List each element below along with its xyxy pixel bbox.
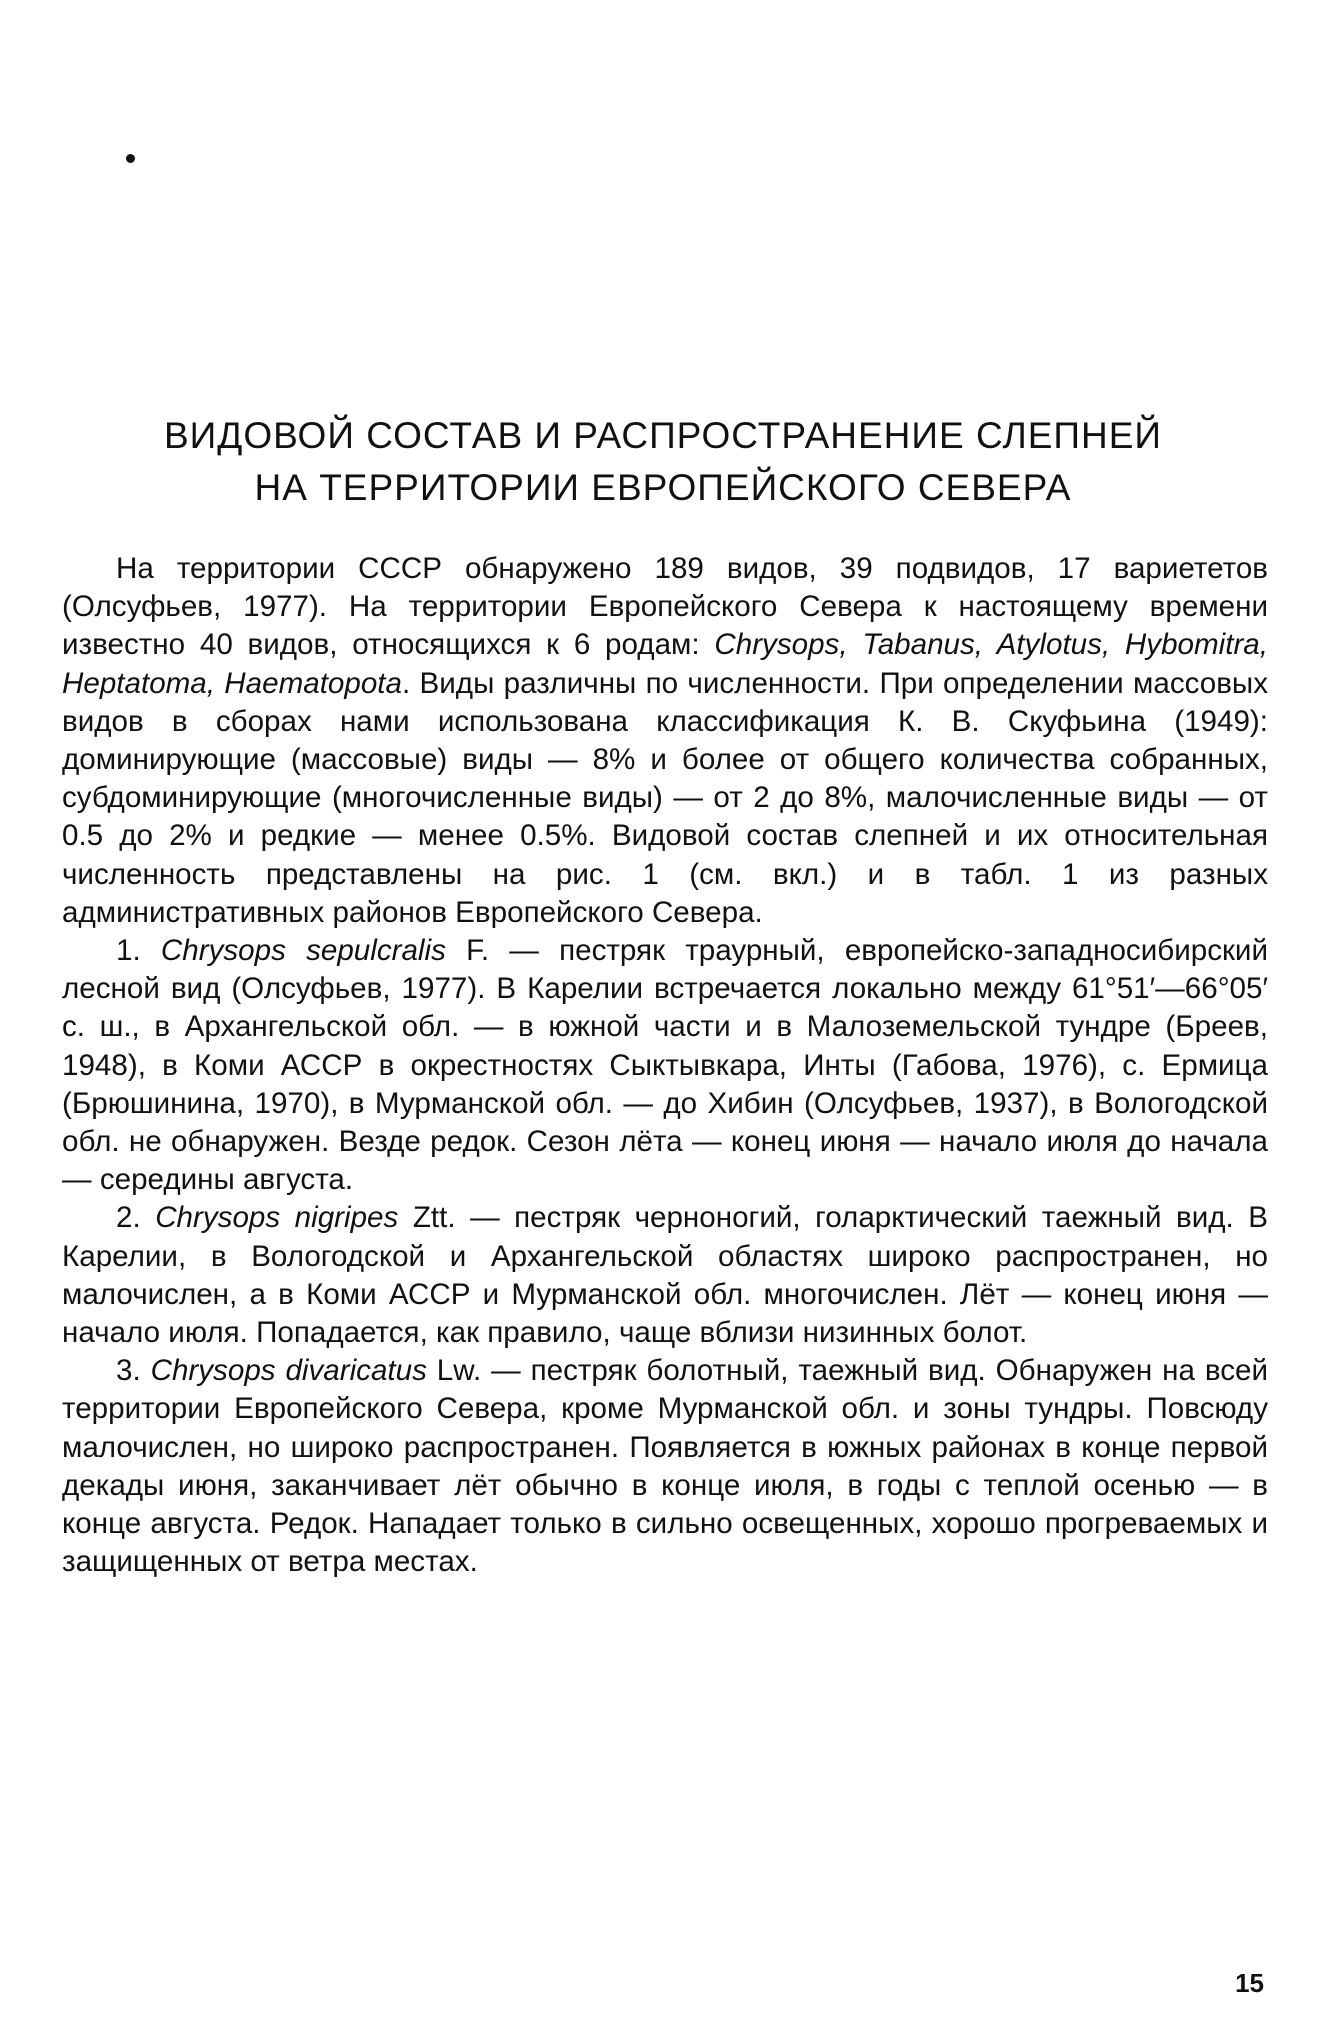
intro-genera-list: Chrysops, Tabanus, Atylotus, Hybomitra, Heptatoma, Haematopota [62, 628, 1268, 700]
species-paragraph-3 [62, 1352, 1268, 1581]
intro-text-part2: . Виды различны по численности. При определении массовых видов в сборах нами использована классификация К. В. Скуфьина (1949): доминирующие (массовые) виды — 8% и более от общего количества собранных, субдоминирующие (многочисленные виды) — от 2 до 8%, малочисленные виды — от 0.5 до 2% и редкие — менее 0.5%. Видовой состав слепней и их относительная численность представлены на рис. 1 (см. вкл.) и в табл. 1 из разных административных районов Европейского Севера. [62, 666, 1268, 929]
species-paragraph-2 [62, 1199, 1268, 1352]
page-number: 15 [1235, 1968, 1264, 1998]
article-title [60, 410, 1266, 514]
species-name: Chrysops nigripes [155, 1201, 399, 1235]
intro-paragraph [62, 550, 1268, 932]
title-line-2: НА ТЕРРИТОРИИ ЕВРОПЕЙСКОГО СЕВЕРА [254, 467, 1072, 508]
species-number: 1. [116, 934, 161, 968]
species-number: 2. [116, 1201, 156, 1235]
species-description: Lw. — пестряк болотный, таежный вид. Обнаружен на всей территории Европейского Севера, кроме Мурманской обл. и зоны тундры. Повсюду малочислен, но широко распространен. Появляется в южных районах в конце первой декады июня, заканчивает лёт обычно в конце июля, в годы с теплой осенью — в конце августа. Редок. Нападает только в сильно освещенных, хорошо прогреваемых и защищенных от ветра местах. [62, 1354, 1269, 1579]
article-body [62, 550, 1268, 1581]
species-description: F. — пестряк траурный, европейско-западносибирский лесной вид (Олсуфьев, 1977). В Карелии встречается локально между 61°51′—66°05′ с. ш., в Архангельской обл. — в южной части и в Малоземельской тундре (Бреев, 1948), в Коми АССР в окрестностях Сыктывкара, Инты (Габова, 1976), с. Ермица (Брюшинина, 1970), в Мурманской обл. — до Хибин (Олсуфьев, 1937), в Вологодской обл. не обнаружен. Везде редок. Сезон лёта — конец июня — начало июля до начала — середины августа. [62, 934, 1268, 1197]
species-name: Chrysops sepulcralis [160, 934, 446, 968]
species-name: Chrysops divaricatus [150, 1354, 427, 1388]
species-description: Ztt. — пестряк черноногий, голарктический таежный вид. В Карелии, в Вологодской и Архангельской областях широко распространен, но малочислен, а в Коми АССР и Мурманской обл. многочислен. Лёт — конец июня — начало июля. Попадается, как правило, чаще вблизи низинных болот. [62, 1201, 1269, 1350]
title-line-1: ВИДОВОЙ СОСТАВ И РАСПРОСТРАНЕНИЕ СЛЕПНЕЙ [164, 415, 1162, 456]
bullet-dot [126, 154, 135, 163]
intro-text-part1: На территории СССР обнаружено 189 видов, 39 подвидов, 17 вариететов (Олсуфьев, 1977). На территории Европейского Севера к настоящему времени известно 40 видов, относящихся к 6 родам: [62, 552, 1268, 662]
species-number: 3. [116, 1354, 151, 1388]
species-paragraph-1 [62, 932, 1268, 1199]
